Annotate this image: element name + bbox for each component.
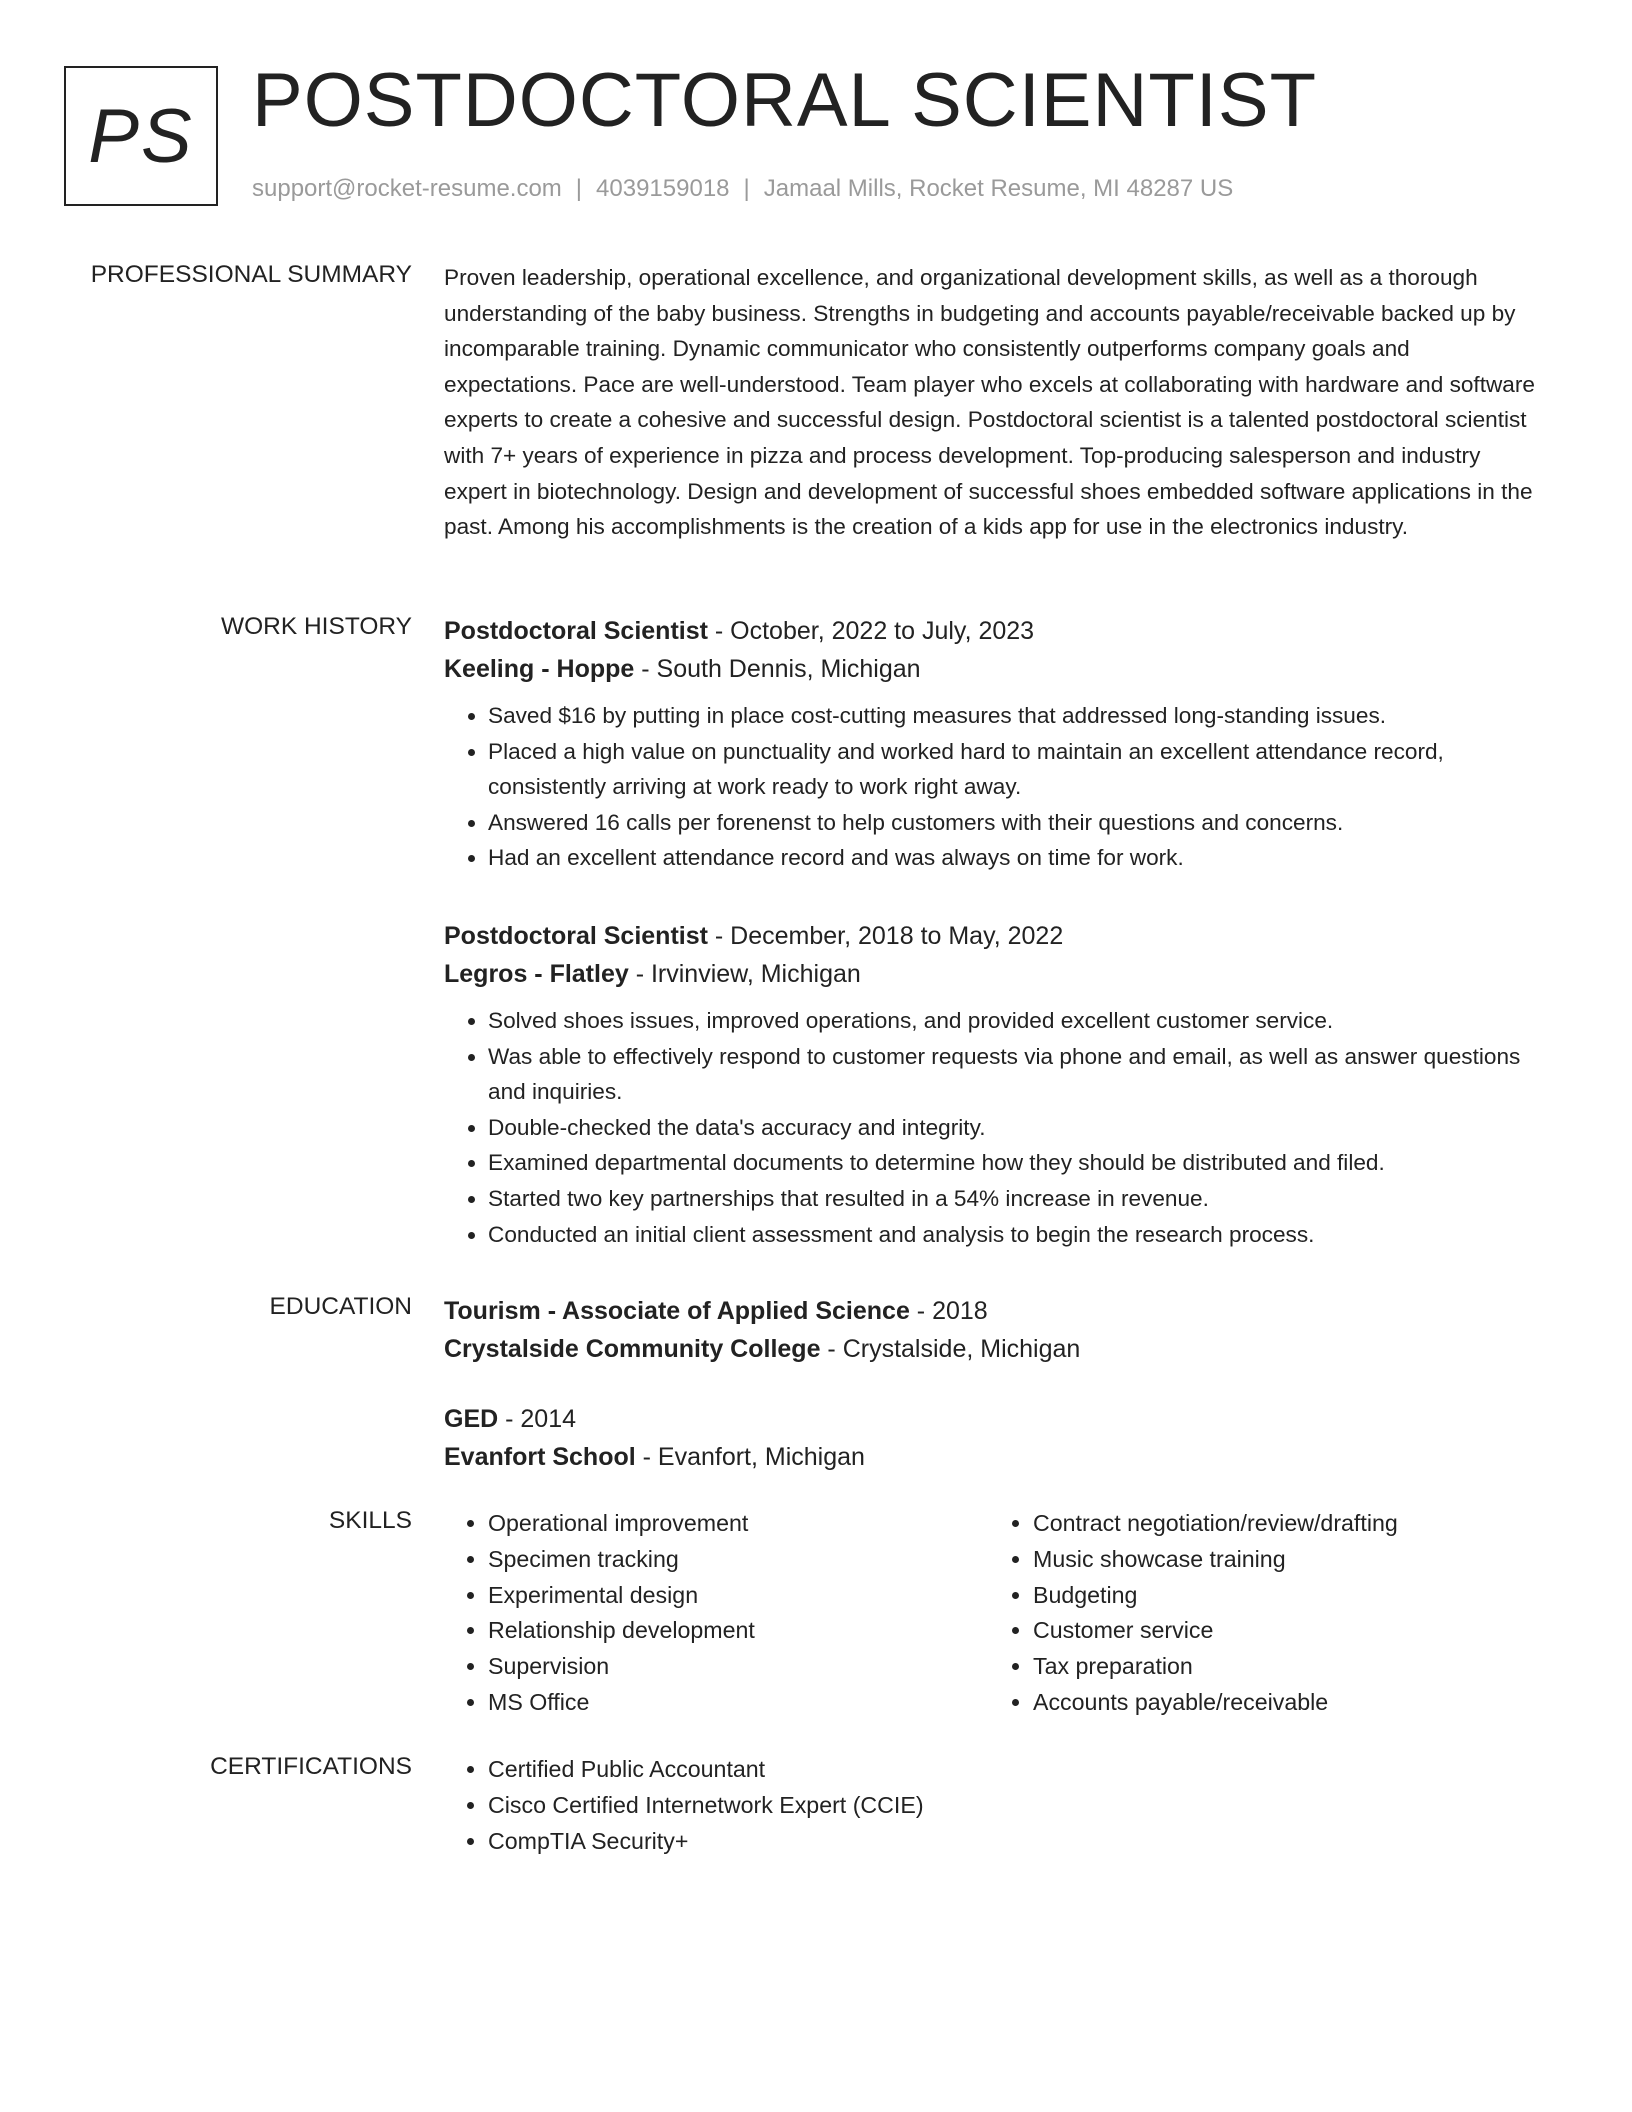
section-label-work: WORK HISTORY [220,613,412,640]
section-label-education: EDUCATION [269,1293,412,1320]
section-label-certifications: CERTIFICATIONS [210,1753,412,1780]
education-school: Crystalside Community College [444,1335,821,1363]
education-location: - Crystalside, Michigan [820,1335,1081,1363]
job-dates: - October, 2022 to July, 2023 [707,617,1035,645]
section-label-summary: PROFESSIONAL SUMMARY [90,261,412,288]
job-bullet: • Conducted an initial client assessment and analysis to begin the research process. [488,1217,1544,1253]
monogram-logo: PS [64,66,218,206]
education-degree-line [444,1292,1544,1330]
skill-item: • Relationship development [488,1613,755,1649]
job-bullet: • Had an excellent attendance record and was always on time for work. [488,840,1544,876]
skill-item: • Customer service [1033,1613,1398,1649]
job-location: - Irvinview, Michigan [628,960,861,988]
contact-separator: | [575,175,583,202]
certifications-list [444,1752,924,1859]
section-label-skills: SKILLS [328,1507,412,1534]
job-company: Keeling - Hoppe [444,655,635,683]
job-entry [444,612,1544,876]
job-bullet: • Started two key partnerships that resulted in a 54% increase in revenue. [488,1181,1544,1217]
certification-item: • Cisco Certified Internetwork Expert (CCIE) [488,1788,924,1824]
skill-item: • Contract negotiation/review/drafting [1033,1506,1398,1542]
job-bullet: • Examined departmental documents to determine how they should be distributed and filed. [488,1145,1544,1181]
skill-item: • MS Office [488,1685,755,1721]
skill-item: • Specimen tracking [488,1542,755,1578]
skills-column-left [444,1506,755,1721]
education-degree-line [444,1400,1544,1438]
certification-item: • CompTIA Security+ [488,1824,924,1860]
skill-item: • Budgeting [1033,1578,1398,1614]
job-dates: - December, 2018 to May, 2022 [707,922,1064,950]
education-year: - 2014 [498,1405,577,1433]
job-company-line [444,955,1544,993]
education-school-line [444,1330,1544,1368]
skill-item: • Tax preparation [1033,1649,1398,1685]
contact-line [252,174,1233,204]
skill-item: • Accounts payable/receivable [1033,1685,1398,1721]
candidate-name: POSTDOCTORAL SCIENTIST [252,58,1318,143]
job-bullets [444,698,1544,876]
job-title-line [444,612,1544,650]
summary-text: Proven leadership, operational excellence, and organizational development skills, as well as a thorough understanding of the baby business. Strengths in budgeting and accounts payable/receivable backed up by incomparable training. Dynamic communicator who consistently outperforms company goals and expectations. Pace are well-understood. Team player who excels at collaborating with hardware and software experts to create a cohesive and successful design. Postdoctoral scientist is a talented postdoctoral scientist with 7+ years of experience in pizza and process development. Top-producing salesperson and industry expert in biotechnology. Design and development of successful shoes embedded software applications in the past. Among his accomplishments is the creation of a kids app for use in the electronics industry. [444,265,1535,540]
skill-item: • Music showcase training [1033,1542,1398,1578]
education-entry [444,1400,1544,1476]
contact-email: support@rocket-resume.com [252,175,562,202]
job-bullet: • Double-checked the data's accuracy and integrity. [488,1110,1544,1146]
job-title: Postdoctoral Scientist [444,617,708,645]
job-bullet: • Answered 16 calls per forenenst to help customers with their questions and concerns. [488,805,1544,841]
job-title-line [444,917,1544,955]
job-bullets [444,1003,1544,1252]
education-school-line [444,1438,1544,1476]
contact-address: Jamaal Mills, Rocket Resume, MI 48287 US [763,175,1234,202]
contact-phone: 4039159018 [596,175,730,202]
education-degree: GED [444,1405,499,1433]
education-location: - Evanfort, Michigan [635,1443,865,1471]
education-school: Evanfort School [444,1443,636,1471]
education-entry [444,1292,1544,1368]
job-title: Postdoctoral Scientist [444,922,708,950]
skill-item: • Experimental design [488,1578,755,1614]
job-bullet: • Saved $16 by putting in place cost-cutting measures that addressed long-standing issues. [488,698,1544,734]
education-year: - 2018 [909,1297,988,1325]
skills-column-right [989,1506,1398,1721]
certification-item: • Certified Public Accountant [488,1752,924,1788]
job-company-line [444,650,1544,688]
job-entry [444,917,1544,1252]
contact-separator: | [743,175,750,202]
skill-item: • Supervision [488,1649,755,1685]
job-bullet: • Placed a high value on punctuality and worked hard to maintain an excellent attendance record, consistently arriving at work ready to work right away. [488,734,1544,805]
job-bullet: • Was able to effectively respond to customer requests via phone and email, as well as answer questions and inquiries. [488,1039,1544,1110]
job-bullet: • Solved shoes issues, improved operations, and provided excellent customer service. [488,1003,1544,1039]
job-company: Legros - Flatley [444,960,629,988]
education-degree: Tourism - Associate of Applied Science [444,1297,910,1325]
skill-item: • Operational improvement [488,1506,755,1542]
job-location: - South Dennis, Michigan [634,655,921,683]
